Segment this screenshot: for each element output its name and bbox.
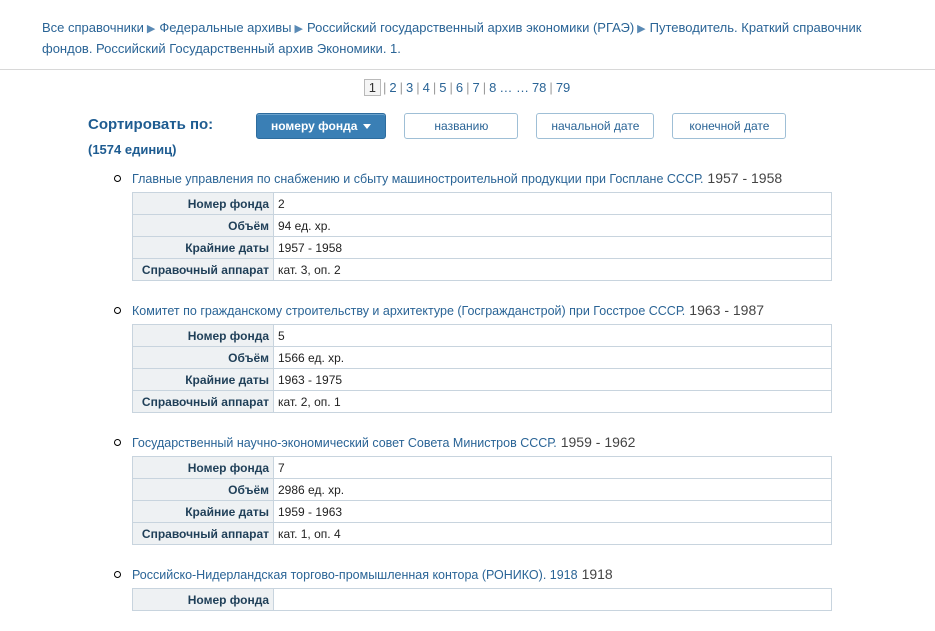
page-link-8[interactable]: 8 xyxy=(489,80,497,95)
fund-dates-range: 1918 xyxy=(581,566,613,582)
label-extreme-dates: Крайние даты xyxy=(133,501,274,523)
page-current: 1 xyxy=(364,79,381,96)
table-row xyxy=(133,347,832,369)
value-reference-apparatus: кат. 3, оп. 2 xyxy=(274,259,832,281)
label-reference-apparatus: Справочный аппарат xyxy=(133,391,274,413)
sort-by-fund-number-label: номеру фонда xyxy=(271,119,358,133)
list-item xyxy=(104,301,935,433)
page-link-6[interactable]: 6 xyxy=(455,80,464,95)
fund-details-table xyxy=(132,192,832,281)
table-row xyxy=(133,457,832,479)
pager-pipe: | xyxy=(399,80,403,95)
sort-by-name-button[interactable]: названию xyxy=(404,113,518,139)
pagination xyxy=(0,70,935,99)
label-fund-number: Номер фонда xyxy=(133,589,274,611)
table-row xyxy=(133,523,832,545)
breadcrumb-item-federal-archives[interactable]: Федеральные архивы xyxy=(159,20,292,35)
page-link-3[interactable]: 3 xyxy=(405,80,414,95)
table-row xyxy=(133,215,832,237)
list-item xyxy=(104,433,935,565)
value-extreme-dates: 1957 - 1958 xyxy=(274,237,832,259)
breadcrumb xyxy=(0,0,935,59)
page-link-7[interactable]: 7 xyxy=(472,80,480,95)
table-row xyxy=(133,391,832,413)
breadcrumb-item-all-guides[interactable]: Все справочники xyxy=(42,20,144,35)
pager-ellipsis: … … xyxy=(499,80,529,95)
bullet-icon xyxy=(114,439,121,446)
label-reference-apparatus: Справочный аппарат xyxy=(133,259,274,281)
fund-title-link[interactable]: Главные управления по снабжению и сбыту машиностроительной продукции при Госплане СССР. xyxy=(132,172,704,186)
sort-by-end-date-button[interactable]: конечной дате xyxy=(672,113,786,139)
breadcrumb-item-guide[interactable]: Путеводитель. Краткий справочник фондов. Российский Государственный архив Экономики. 1. xyxy=(42,20,862,56)
bullet-icon xyxy=(114,175,121,182)
fund-details-table xyxy=(132,588,832,611)
list-item xyxy=(104,565,935,631)
fund-details-table xyxy=(132,324,832,413)
pager-pipe: | xyxy=(549,80,553,95)
sort-bar xyxy=(0,99,935,159)
page-link-78[interactable]: 78 xyxy=(531,80,547,95)
value-fund-number: 7 xyxy=(274,457,832,479)
label-volume: Объём xyxy=(133,215,274,237)
value-reference-apparatus: кат. 1, оп. 4 xyxy=(274,523,832,545)
pager-pipe: | xyxy=(416,80,420,95)
page-link-2[interactable]: 2 xyxy=(389,80,397,95)
fund-dates-range: 1959 - 1962 xyxy=(560,434,636,450)
sort-by-fund-number-button[interactable] xyxy=(256,113,386,139)
label-volume: Объём xyxy=(133,347,274,369)
table-row xyxy=(133,501,832,523)
fund-dates-range: 1963 - 1987 xyxy=(689,302,765,318)
pager-pipe: | xyxy=(466,80,470,95)
value-volume: 1566 ед. хр. xyxy=(274,347,832,369)
chevron-down-icon xyxy=(363,124,371,129)
bullet-icon xyxy=(114,571,121,578)
value-fund-number: 2 xyxy=(274,193,832,215)
breadcrumb-item-rgae[interactable]: Российский государственный архив экономики (РГАЭ) xyxy=(306,20,635,35)
list-item xyxy=(104,169,935,301)
label-extreme-dates: Крайние даты xyxy=(133,369,274,391)
table-row xyxy=(133,479,832,501)
label-fund-number: Номер фонда xyxy=(133,193,274,215)
bullet-icon xyxy=(114,307,121,314)
value-volume: 2986 ед. хр. xyxy=(274,479,832,501)
table-row xyxy=(133,325,832,347)
fund-header xyxy=(104,301,935,320)
fund-header xyxy=(104,169,935,188)
fund-header xyxy=(104,433,935,452)
fund-list xyxy=(0,159,935,631)
page-link-79[interactable]: 79 xyxy=(555,80,571,95)
table-row xyxy=(133,369,832,391)
value-fund-number: 5 xyxy=(274,325,832,347)
label-fund-number: Номер фонда xyxy=(133,457,274,479)
pager-pipe: | xyxy=(449,80,453,95)
table-row xyxy=(133,259,832,281)
label-reference-apparatus: Справочный аппарат xyxy=(133,523,274,545)
fund-title-link[interactable]: Российско-Нидерландская торгово-промышленная контора (РОНИКО). 1918 xyxy=(132,568,578,582)
label-extreme-dates: Крайние даты xyxy=(133,237,274,259)
table-row xyxy=(133,589,832,611)
records-count: (1574 единиц) xyxy=(88,142,177,157)
value-extreme-dates: 1963 - 1975 xyxy=(274,369,832,391)
sort-by-start-date-button[interactable]: начальной дате xyxy=(536,113,654,139)
value-reference-apparatus: кат. 2, оп. 1 xyxy=(274,391,832,413)
page-link-4[interactable]: 4 xyxy=(422,80,430,95)
page-link-5[interactable]: 5 xyxy=(439,80,447,95)
breadcrumb-separator-icon: ▶ xyxy=(294,23,303,35)
table-row xyxy=(133,193,832,215)
label-fund-number: Номер фонда xyxy=(133,325,274,347)
sort-buttons xyxy=(256,111,786,139)
table-row xyxy=(133,237,832,259)
fund-title-link[interactable]: Государственный научно-экономический совет Совета Министров СССР. xyxy=(132,436,557,450)
fund-header xyxy=(104,565,935,584)
pager-pipe: | xyxy=(382,80,387,95)
fund-details-table xyxy=(132,456,832,545)
sort-label-block xyxy=(88,111,256,159)
sort-label: Сортировать по: xyxy=(88,116,214,133)
pager-pipe: | xyxy=(432,80,437,95)
fund-dates-range: 1957 - 1958 xyxy=(707,170,783,186)
value-extreme-dates: 1959 - 1963 xyxy=(274,501,832,523)
pager-pipe: | xyxy=(482,80,487,95)
fund-title-link[interactable]: Комитет по гражданскому строительству и архитектуре (Госгражданстрой) при Госстрое СССР. xyxy=(132,304,686,318)
breadcrumb-separator-icon: ▶ xyxy=(637,23,646,35)
breadcrumb-separator-icon: ▶ xyxy=(146,23,156,35)
value-volume: 94 ед. хр. xyxy=(274,215,832,237)
value-fund-number xyxy=(274,589,832,611)
label-volume: Объём xyxy=(133,479,274,501)
